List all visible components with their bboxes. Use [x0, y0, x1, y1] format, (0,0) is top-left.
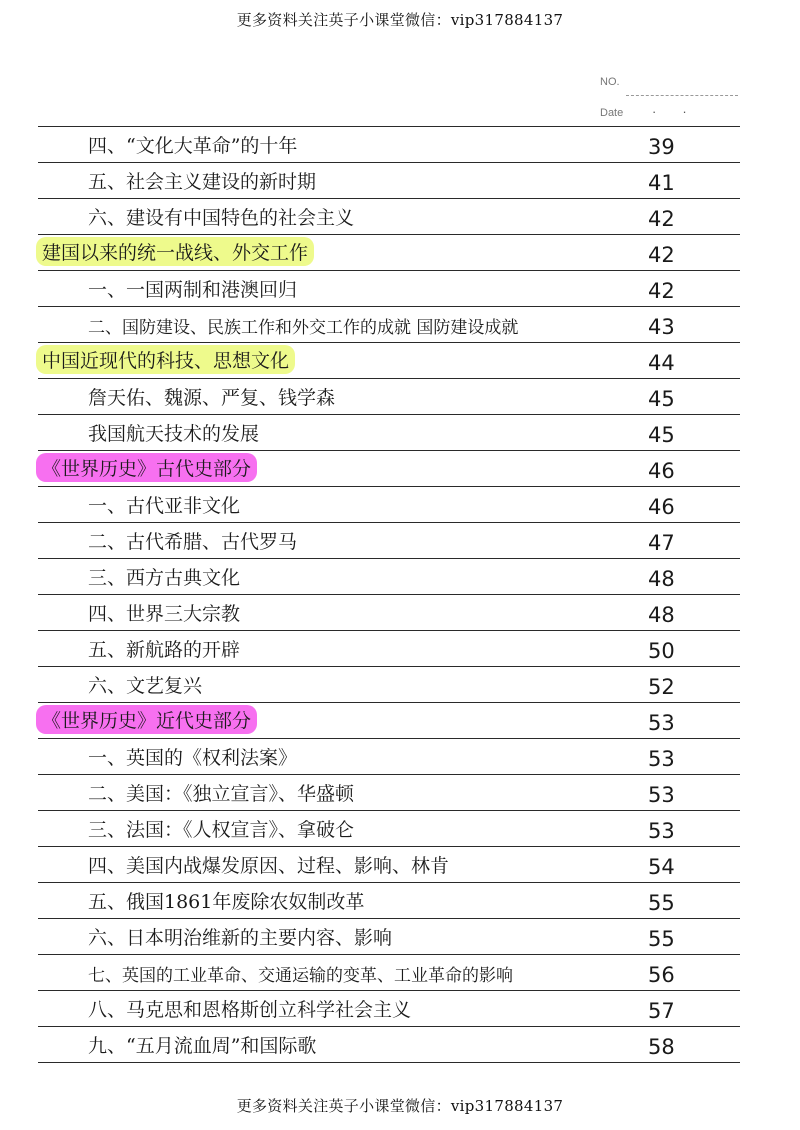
toc-page-number: 55	[648, 927, 675, 951]
toc-entry	[0, 990, 800, 1026]
toc-page-number: 54	[648, 855, 675, 879]
toc-entry	[0, 810, 800, 846]
toc-page-number: 43	[648, 315, 675, 339]
toc-entry	[0, 954, 800, 990]
toc-entry-title: 四、世界三大宗教	[88, 603, 241, 625]
toc-entry	[0, 522, 800, 558]
toc-page-number: 53	[648, 783, 675, 807]
toc-entry	[0, 882, 800, 918]
toc-entry	[0, 738, 800, 774]
toc-entry-title: 二、古代希腊、古代罗马	[88, 531, 298, 553]
toc-entry	[0, 846, 800, 882]
toc-entry-title: 四、美国内战爆发原因、过程、影响、林肯	[88, 855, 450, 877]
toc-entry	[0, 270, 800, 306]
toc-entry-title: 四、“文化大革命”的十年	[88, 135, 298, 157]
toc-page-number: 41	[648, 171, 675, 195]
toc-entry	[0, 162, 800, 198]
toc-page-number: 58	[648, 1035, 675, 1059]
ruled-line	[38, 1062, 740, 1063]
toc-page-number: 42	[648, 243, 675, 267]
notebook-no-label: NO.	[600, 76, 620, 88]
watermark-bottom: 更多资料关注英子小课堂微信：vip317884137	[236, 1097, 564, 1115]
notebook-date-dots: ··	[652, 104, 713, 119]
toc-entry	[0, 666, 800, 702]
toc-entry	[0, 450, 800, 486]
toc-page-number: 57	[648, 999, 675, 1023]
notebook-no-line	[626, 95, 738, 96]
toc-page-number: 53	[648, 747, 675, 771]
toc-entry-title: 七、英国的工业革命、交通运输的变革、工业革命的影响	[88, 966, 513, 986]
toc-page-number: 52	[648, 675, 675, 699]
toc-entry-title: 三、西方古典文化	[88, 567, 241, 589]
toc-entry-title: 八、马克思和恩格斯创立科学社会主义	[88, 999, 412, 1021]
toc-entry	[0, 486, 800, 522]
toc-entry	[0, 594, 800, 630]
toc-page-number: 48	[648, 603, 675, 627]
toc-entry	[0, 1026, 800, 1062]
toc-page-number: 39	[648, 135, 675, 159]
toc-entry	[0, 630, 800, 666]
toc-page-number: 46	[648, 495, 675, 519]
toc-entry-title: 六、文艺复兴	[88, 675, 203, 697]
toc-page-number: 46	[648, 459, 675, 483]
toc-entry	[0, 378, 800, 414]
toc-entry-title: 五、新航路的开辟	[88, 639, 241, 661]
watermark-top: 更多资料关注英子小课堂微信：vip317884137	[236, 11, 564, 29]
toc-entry	[0, 126, 800, 162]
toc-section-heading-highlighted: 中国近现代的科技、思想文化	[36, 345, 295, 374]
toc-page-number: 50	[648, 639, 675, 663]
toc-entry-title: 三、法国：《人权宣言》、拿破仑	[88, 819, 355, 841]
toc-entry	[0, 558, 800, 594]
toc-page-number: 45	[648, 423, 675, 447]
toc-section-heading-highlighted: 建国以来的统一战线、外交工作	[36, 237, 314, 266]
toc-entry-title: 詹天佑、魏源、严复、钱学森	[88, 387, 336, 409]
toc-section-heading-highlighted: 《世界历史》近代史部分	[36, 705, 257, 734]
toc-page-number: 42	[648, 279, 675, 303]
toc-entry-title: 一、英国的《权利法案》	[88, 747, 298, 769]
toc-entry-title: 五、社会主义建设的新时期	[88, 171, 317, 193]
toc-page-number: 47	[648, 531, 675, 555]
toc-entry-title: 六、建设有中国特色的社会主义	[88, 207, 355, 229]
toc-entry	[0, 306, 800, 342]
toc-entry-title: 二、国防建设、民族工作和外交工作的成就 国防建设成就	[88, 318, 519, 338]
toc-entry-title: 我国航天技术的发展	[88, 423, 260, 445]
toc-entry	[0, 918, 800, 954]
toc-page-number: 48	[648, 567, 675, 591]
toc-entry	[0, 702, 800, 738]
toc-entry	[0, 414, 800, 450]
toc-entry-title: 六、日本明治维新的主要内容、影响	[88, 927, 393, 949]
toc-page-number: 56	[648, 963, 675, 987]
toc-entry-title: 一、古代亚非文化	[88, 495, 241, 517]
toc-entry	[0, 774, 800, 810]
toc-page-number: 44	[648, 351, 675, 375]
toc-entry	[0, 234, 800, 270]
toc-page-number: 53	[648, 819, 675, 843]
toc-entry-title: 一、一国两制和港澳回归	[88, 279, 298, 301]
toc-entry-title: 二、美国：《独立宣言》、华盛顿	[88, 783, 355, 805]
toc-page-number: 45	[648, 387, 675, 411]
toc-section-heading-highlighted: 《世界历史》古代史部分	[36, 453, 257, 482]
toc-entry-title: 五、俄国1861年废除农奴制改革	[88, 891, 365, 913]
toc-entry	[0, 198, 800, 234]
toc-entry	[0, 342, 800, 378]
toc-entry-title: 九、“五月流血周”和国际歌	[88, 1035, 317, 1057]
toc-page-number: 53	[648, 711, 675, 735]
toc-page-number: 42	[648, 207, 675, 231]
toc-page-number: 55	[648, 891, 675, 915]
notebook-date-label: Date	[600, 107, 624, 119]
